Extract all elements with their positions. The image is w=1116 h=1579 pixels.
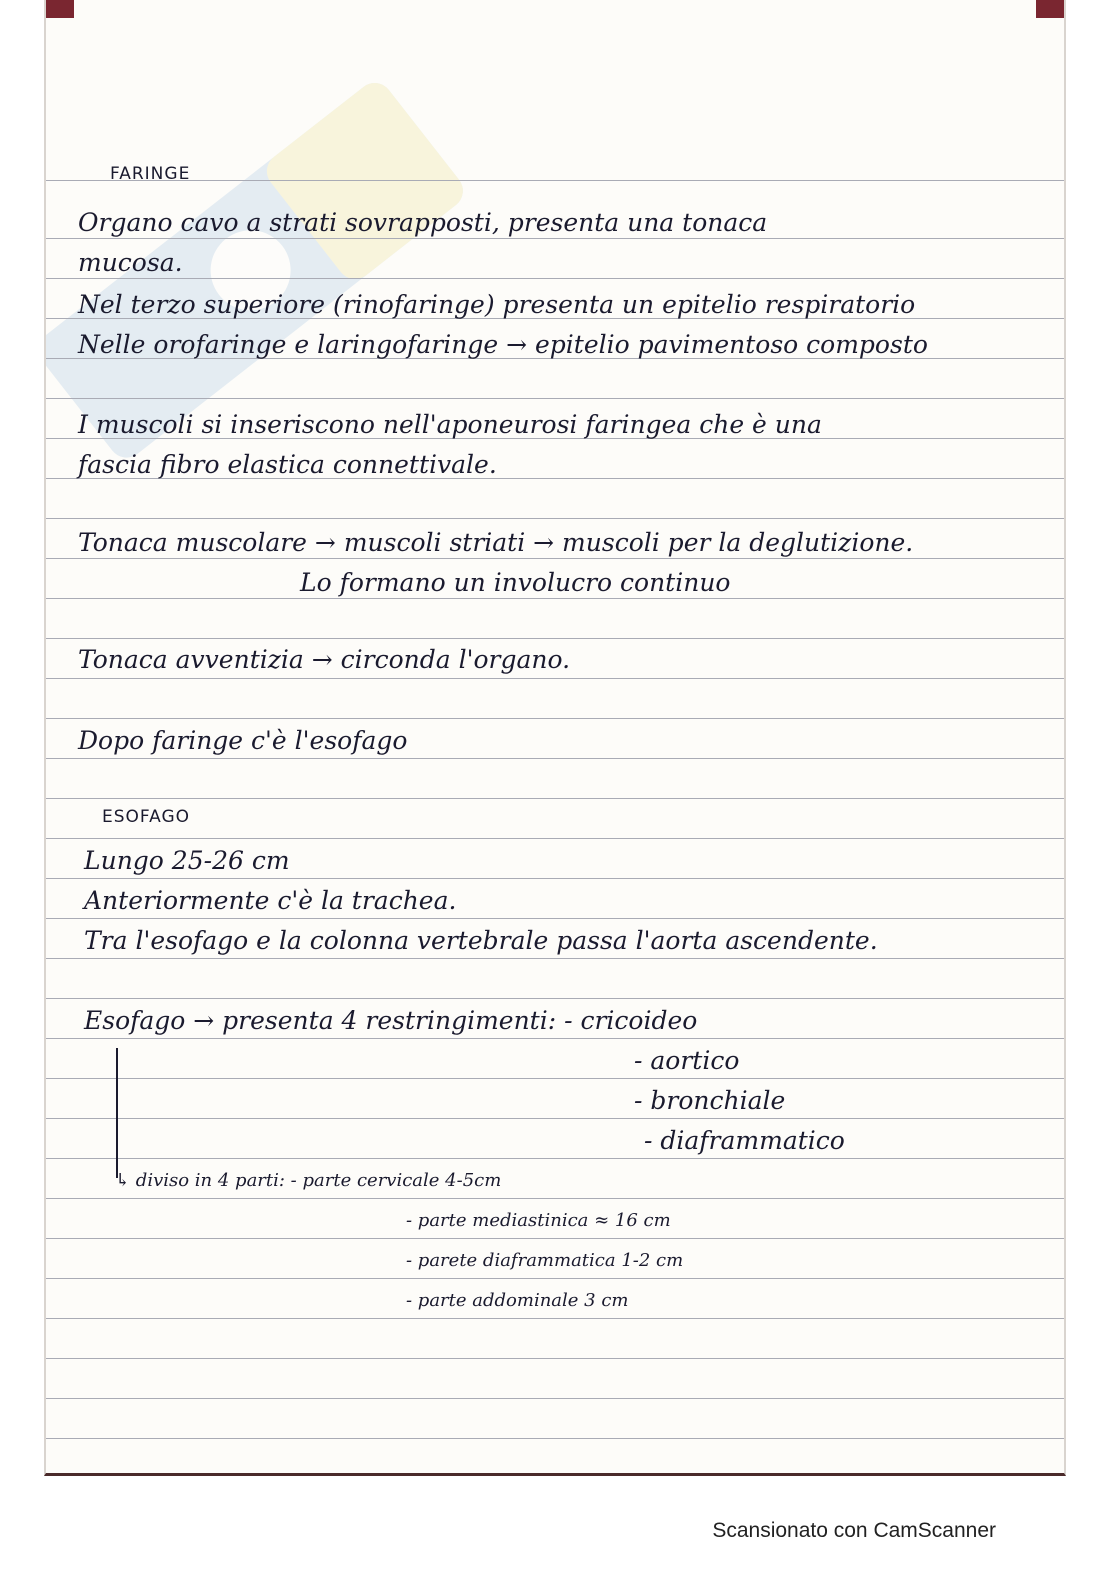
note-line: Esofago → presenta 4 restringimenti: - cricoideo (84, 1006, 698, 1035)
ruled-line (46, 1278, 1064, 1279)
note-line: Dopo faringe c'è l'esofago (78, 726, 408, 755)
ruled-line (46, 958, 1064, 959)
heading-faringe: FARINGE (110, 164, 191, 184)
ruled-line (46, 180, 1064, 181)
ruled-line (46, 1438, 1064, 1439)
ruled-line (46, 1238, 1064, 1239)
note-line: Nel terzo superiore (rinofaringe) presenta un epitelio respiratorio (78, 290, 916, 319)
ruled-line (46, 1358, 1064, 1359)
ruled-line (46, 878, 1064, 879)
ruled-line (46, 518, 1064, 519)
note-line: mucosa. (78, 248, 183, 277)
ruled-line (46, 1038, 1064, 1039)
notebook-cover-corner-left (44, 0, 74, 18)
heading-esofago: ESOFAGO (102, 807, 191, 827)
note-line: Anteriormente c'è la trachea. (84, 886, 457, 915)
note-line: I muscoli si inseriscono nell'aponeurosi faringea che è una (78, 410, 822, 439)
ruled-line (46, 758, 1064, 759)
ruled-line (46, 398, 1064, 399)
note-line: Lungo 25-26 cm (84, 846, 290, 875)
note-line: Tonaca avventizia → circonda l'organo. (78, 645, 571, 674)
ruled-line (46, 798, 1064, 799)
list-item: - parete diaframmatica 1-2 cm (406, 1250, 684, 1271)
ruled-line (46, 918, 1064, 919)
ruled-line (46, 238, 1064, 239)
ruled-line (46, 1198, 1064, 1199)
ruled-line (46, 1158, 1064, 1159)
ruled-line (46, 1318, 1064, 1319)
bracket-line (116, 1048, 118, 1178)
list-item: - bronchiale (634, 1086, 786, 1115)
ruled-line (46, 678, 1064, 679)
list-item: - parte addominale 3 cm (406, 1290, 629, 1311)
list-item: - parte mediastinica ≈ 16 cm (406, 1210, 671, 1231)
note-line: Tonaca muscolare → muscoli striati → muscoli per la deglutizione. (78, 528, 914, 557)
note-line: Nelle orofaringe e laringofaringe → epitelio pavimentoso composto (78, 330, 928, 359)
note-line: Tra l'esofago e la colonna vertebrale passa l'aorta ascendente. (84, 926, 878, 955)
ruled-line (46, 998, 1064, 999)
ruled-line (46, 1078, 1064, 1079)
ruled-line (46, 598, 1064, 599)
note-line: fascia fibro elastica connettivale. (78, 450, 497, 479)
ruled-line (46, 718, 1064, 719)
note-line: ↳ diviso in 4 parti: - parte cervicale 4-5cm (115, 1170, 502, 1191)
list-item: - diaframmatico (644, 1126, 845, 1155)
ruled-line (46, 558, 1064, 559)
notebook-cover-corner-right (1036, 0, 1066, 18)
note-line: Organo cavo a strati sovrapposti, presenta una tonaca (78, 208, 768, 237)
list-item: - aortico (634, 1046, 740, 1075)
ruled-line (46, 278, 1064, 279)
ruled-line (46, 1398, 1064, 1399)
note-line: Lo formano un involucro continuo (300, 568, 731, 597)
ruled-line (46, 1118, 1064, 1119)
ruled-line (46, 838, 1064, 839)
ruled-line (46, 638, 1064, 639)
scanner-footer: Scansionato con CamScanner (712, 1519, 996, 1542)
